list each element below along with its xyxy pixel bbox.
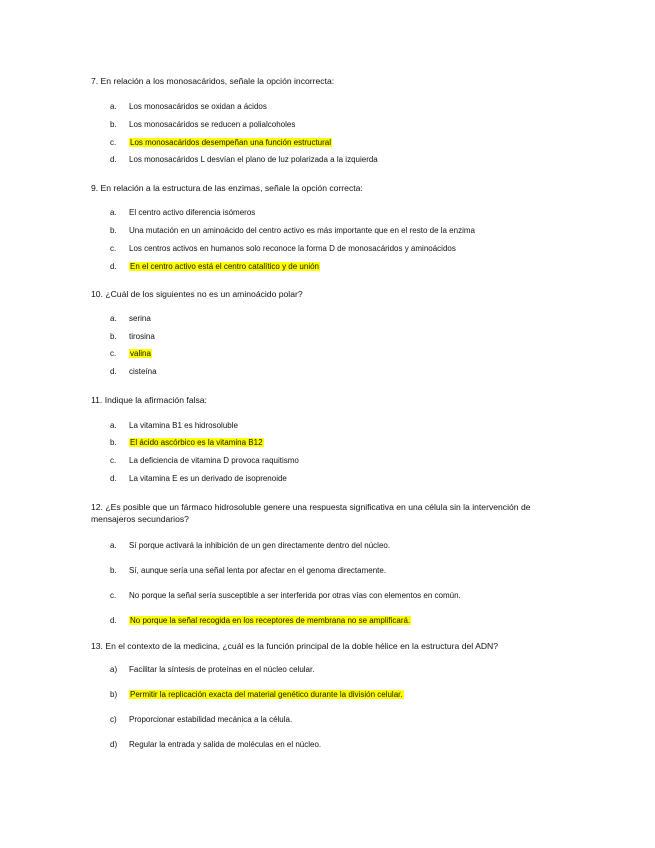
option-letter: a.	[110, 541, 117, 550]
option-letter: c)	[110, 715, 117, 724]
option-letter: b.	[110, 120, 117, 129]
question-13-option-a	[110, 664, 580, 675]
option-text: tirosina	[129, 332, 155, 341]
option-text-highlighted: El ácido ascórbico es la vitamina B12	[130, 438, 263, 447]
question-12-option-a	[110, 540, 580, 551]
option-text: La vitamina B1 es hidrosoluble	[129, 421, 238, 430]
option-text: Los monosacáridos L desvían el plano de luz polarizada a la izquierda	[129, 155, 378, 164]
question-7-option-b	[110, 119, 580, 130]
question-7-option-c	[110, 137, 580, 148]
question-10: 10. ¿Cuál de los siguientes no es un aminoácido polar?	[91, 289, 303, 299]
question-13: 13. En el contexto de la medicina, ¿cuál es la función principal de la doble hélice en la estructura del ADN?	[91, 641, 499, 651]
option-text: Los monosacáridos se oxidan a ácidos	[129, 102, 267, 111]
option-letter: d.	[110, 367, 117, 376]
option-text: La vitamina E es un derivado de isoprenoide	[129, 474, 287, 483]
option-text: No porque la señal sería susceptible a ser interferida por otras vías con elementos en común.	[129, 591, 461, 600]
question-12-option-d	[110, 615, 580, 626]
option-letter: b)	[110, 690, 118, 699]
option-text-highlighted: No porque la señal recogida en los receptores de membrana no se amplificará.	[130, 616, 411, 625]
question-10-option-d	[110, 366, 580, 377]
option-text-highlighted: valina	[130, 349, 151, 358]
question-9-option-c	[110, 243, 580, 254]
option-letter: b.	[110, 566, 117, 575]
option-text: La deficiencia de vitamina D provoca raquitismo	[129, 456, 299, 465]
question-7-option-d	[110, 154, 580, 165]
option-text: El centro activo diferencia isómeros	[129, 208, 256, 217]
option-letter: c.	[110, 244, 117, 253]
question-7-option-a	[110, 101, 580, 112]
question-7: 7. En relación a los monosacáridos, señale la opción incorrecta:	[91, 76, 335, 86]
option-letter: d.	[110, 155, 117, 164]
question-12: 12. ¿Es posible que un fármaco hidrosoluble genere una respuesta significativa en una célula sin la intervención de mensajeros secundarios?	[91, 502, 531, 524]
option-text: Sí, aunque sería una señal lenta por afectar en el genoma directamente.	[129, 566, 387, 575]
option-letter: d)	[110, 740, 118, 749]
question-11: 11. Indique la afirmación falsa:	[91, 395, 207, 405]
question-10-option-a	[110, 313, 580, 324]
option-text: Proporcionar estabilidad mecánica a la célula.	[129, 715, 293, 724]
question-11-option-b	[110, 437, 580, 448]
question-10-option-c	[110, 348, 580, 359]
option-letter: a.	[110, 102, 117, 111]
option-text-highlighted: Los monosacáridos desempeñan una función estructural	[130, 138, 332, 147]
option-letter: c.	[110, 456, 117, 465]
question-9: 9. En relación a la estructura de las enzimas, señale la opción correcta:	[91, 183, 363, 193]
option-letter: a.	[110, 314, 117, 323]
option-letter: b.	[110, 226, 117, 235]
option-letter: a)	[110, 665, 118, 674]
option-text: Los monosacáridos se reducen a polialcoholes	[129, 120, 296, 129]
option-text: cisteína	[129, 367, 157, 376]
option-letter: b.	[110, 332, 117, 341]
question-10-option-b	[110, 331, 580, 342]
option-letter: c.	[110, 591, 117, 600]
option-letter: d.	[110, 474, 117, 483]
question-11-option-a	[110, 420, 580, 431]
option-text: Facilitar la síntesis de proteínas en el núcleo celular.	[129, 665, 315, 674]
option-text: Sí porque activará la inhibición de un gen directamente dentro del núcleo.	[129, 541, 391, 550]
question-9-option-a	[110, 207, 580, 218]
question-13-option-c	[110, 714, 580, 725]
option-letter: a.	[110, 421, 117, 430]
question-11-option-d	[110, 473, 580, 484]
option-letter: a.	[110, 208, 117, 217]
option-text-highlighted: En el centro activo está el centro catalítico y de unión	[130, 262, 319, 271]
question-13-option-b	[110, 689, 580, 700]
option-text-highlighted: Permitir la replicación exacta del material genético durante la división celular.	[130, 690, 403, 699]
option-letter: b.	[110, 438, 117, 447]
question-13-option-d	[110, 739, 580, 750]
option-letter: c.	[110, 349, 117, 358]
option-letter: d.	[110, 262, 117, 271]
question-11-option-c	[110, 455, 580, 466]
option-letter: c.	[110, 138, 117, 147]
option-text: serina	[129, 314, 151, 323]
question-12-option-b	[110, 565, 580, 576]
question-9-option-d	[110, 261, 580, 272]
option-text: Los centros activos en humanos solo reconoce la forma D de monosacáridos y aminoácidos	[129, 244, 456, 253]
option-text: Regular la entrada y salida de moléculas en el núcleo.	[129, 740, 322, 749]
option-text: Una mutación en un aminoácido del centro activo es más importante que en el resto de la enzima	[129, 226, 475, 235]
question-9-option-b	[110, 225, 580, 236]
option-letter: d.	[110, 616, 117, 625]
question-12-option-c	[110, 590, 580, 601]
